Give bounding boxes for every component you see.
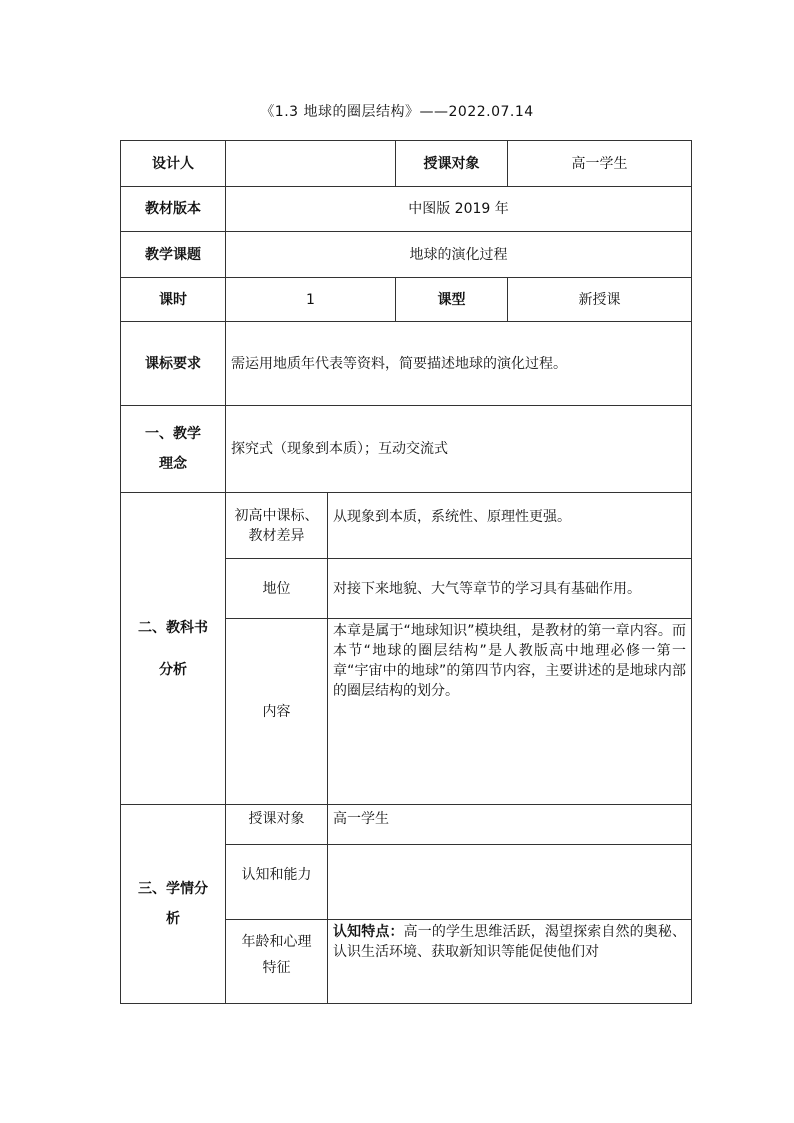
age-label bbox=[226, 920, 328, 1004]
ability-value bbox=[328, 845, 692, 920]
ability-label: 认知和能力 bbox=[226, 845, 328, 920]
row-edition bbox=[121, 187, 692, 232]
age-value bbox=[328, 920, 692, 1004]
diff-label-line1: 初高中课标、 bbox=[234, 507, 319, 524]
age-text: 高一的学生思维活跃，渴望探索自然的奥秘、认识生活环境、获取新知识等能促使他们对 bbox=[333, 924, 686, 960]
students-analysis-label bbox=[121, 805, 226, 1004]
diff-label bbox=[226, 493, 328, 559]
diff-value: 从现象到本质，系统性、原理性更强。 bbox=[328, 493, 692, 559]
standard-label: 课标要求 bbox=[121, 322, 226, 406]
philosophy-label-line1: 一、教学 bbox=[145, 426, 201, 442]
lesson-plan-table bbox=[120, 140, 692, 1004]
hours-label: 课时 bbox=[121, 278, 226, 322]
row-philosophy bbox=[121, 406, 692, 493]
content-value: 本章是属于“地球知识”模块组，是教材的第一章内容。而本节“地球的圈层结构”是人教版高中地理必修一第一章“宇宙中的地球”的第四节内容，主要讲述的是地球内部的圈层结构的划分。 bbox=[328, 619, 692, 805]
position-label: 地位 bbox=[226, 559, 328, 619]
row-designer bbox=[121, 141, 692, 187]
students-audience-value: 高一学生 bbox=[328, 805, 692, 845]
philosophy-label-line2: 理念 bbox=[159, 456, 187, 472]
row-textbook-diff bbox=[121, 493, 692, 559]
topic-value: 地球的演化过程 bbox=[226, 232, 692, 278]
audience-label: 授课对象 bbox=[396, 141, 508, 187]
students-label-line2: 析 bbox=[166, 911, 180, 927]
edition-value: 中图版 2019 年 bbox=[226, 187, 692, 232]
textbook-analysis-label bbox=[121, 493, 226, 805]
philosophy-label bbox=[121, 406, 226, 493]
position-value: 对接下来地貌、大气等章节的学习具有基础作用。 bbox=[328, 559, 692, 619]
philosophy-value: 探究式（现象到本质）；互动交流式 bbox=[226, 406, 692, 493]
hours-value: 1 bbox=[226, 278, 396, 322]
students-label-line1: 三、学情分 bbox=[138, 881, 208, 897]
age-label-line1: 年龄和心理 bbox=[241, 934, 312, 950]
page-title: 《1.3 地球的圈层结构》——2022.07.14 bbox=[260, 104, 534, 120]
content-label: 内容 bbox=[226, 619, 328, 805]
edition-label: 教材版本 bbox=[121, 187, 226, 232]
row-students-audience bbox=[121, 805, 692, 845]
students-audience-label: 授课对象 bbox=[226, 805, 328, 845]
topic-label: 教学课题 bbox=[121, 232, 226, 278]
type-label: 课型 bbox=[396, 278, 508, 322]
row-topic bbox=[121, 232, 692, 278]
age-keyword: 认知特点： bbox=[333, 924, 404, 940]
standard-value: 需运用地质年代表等资料，简要描述地球的演化过程。 bbox=[226, 322, 692, 406]
textbook-label-line1: 二、教科书 bbox=[138, 619, 208, 636]
designer-label: 设计人 bbox=[121, 141, 226, 187]
row-standard bbox=[121, 322, 692, 406]
designer-value bbox=[226, 141, 396, 187]
textbook-label-line2: 分析 bbox=[159, 661, 187, 678]
type-value: 新授课 bbox=[508, 278, 692, 322]
row-hours bbox=[121, 278, 692, 322]
age-label-line2: 特征 bbox=[262, 960, 291, 976]
diff-label-line2: 教材差异 bbox=[248, 527, 305, 544]
audience-value: 高一学生 bbox=[508, 141, 692, 187]
